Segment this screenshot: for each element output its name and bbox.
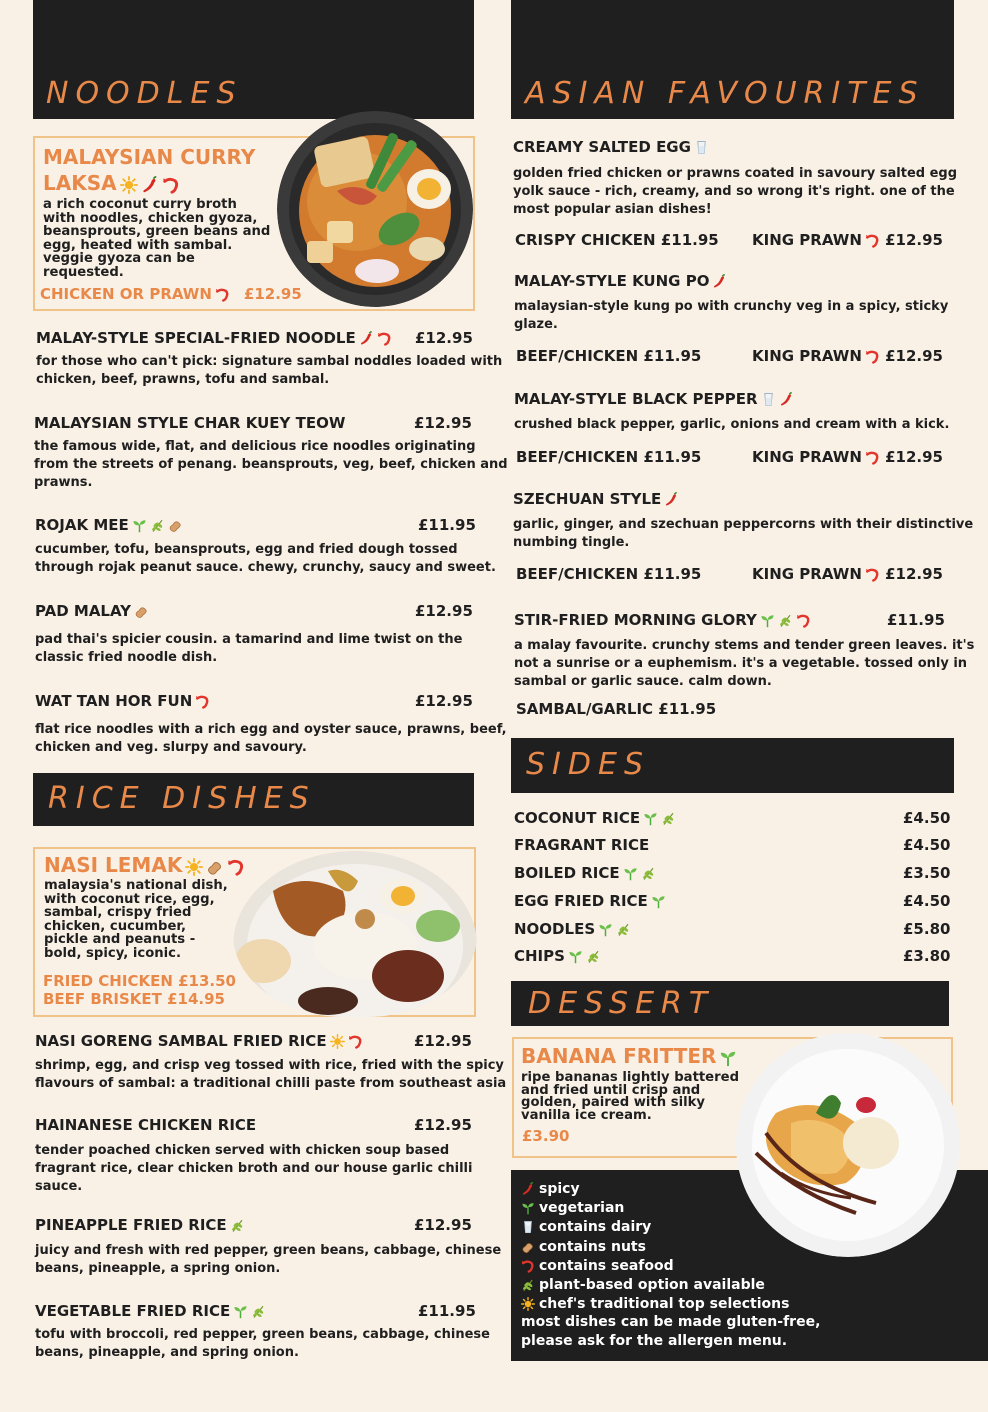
prawn-icon [162,176,180,194]
plant-icon [778,613,793,628]
option-name: BEEF/CHICKEN [516,347,639,365]
icon-group [327,1032,363,1050]
icon-group [227,1216,245,1234]
nasi-lemak-price1: FRIED CHICKEN £13.50 [43,972,236,990]
item-name-text: CREAMY SALTED EGG [513,138,691,156]
item-name-text: STIR-FRIED MORNING GLORY [514,611,757,629]
item-name [34,414,345,432]
nasi-desc-line: chicken, cucumber, [44,918,187,934]
item-name-text: WAT TAN HOR FUN [35,692,193,710]
desc-line: beans, pineapple, a spring onion. [35,1261,281,1276]
nasi-lemak-plate-photo [233,851,477,1017]
icon-group [521,1219,539,1235]
item-name-text: ROJAK MEE [35,516,129,534]
desc-line: a malay favourite. crunchy stems and tender green leaves. it's [514,638,975,653]
legend-label: contains seafood [539,1257,674,1274]
item-price: £12.95 [415,602,473,620]
item-name [36,329,392,347]
icon-group [521,1258,539,1274]
legend-label: contains dairy [539,1219,652,1236]
item-name-text: NASI GORENG SAMBAL FRIED RICE [35,1032,327,1050]
desc-line: juicy and fresh with red pepper, green beans, cabbage, chinese [35,1243,502,1258]
legend-note-line: please ask for the allergen menu. [521,1333,788,1350]
side-item-name [514,864,656,882]
icon-group [230,1302,266,1320]
item-name [513,490,679,508]
icon-group [648,892,666,910]
laksa-price: £12.95 [243,285,302,303]
laksa-desc-line: requested. [43,264,124,280]
item-price: £12.95 [415,329,473,347]
item-name [35,602,149,620]
legend-label: contains nuts [539,1238,646,1255]
nut-icon [168,518,183,533]
legend-row [521,1218,789,1237]
legend-label: vegetarian [539,1200,625,1217]
vegetarian-icon [623,866,638,881]
item-name [514,272,727,290]
item-name-text: MALAYSIAN STYLE CHAR KUEY TEOW [34,414,346,432]
laksa-title-line2 [43,170,180,196]
icon-group [521,1200,539,1216]
chilli-icon [779,392,794,407]
option-2 [752,231,943,249]
item-description [513,165,957,219]
icon-group [129,516,183,534]
option-name: KING PRAWN [752,565,862,583]
laksa-desc-line: with noodles, chicken gyoza, [43,210,258,226]
option-name: KING PRAWN [752,231,862,249]
plant-icon [521,1278,535,1292]
item-description [35,541,496,577]
item-description [35,1242,501,1278]
desc-line: for those who can't pick: signature sambal noddles loaded with [36,354,503,369]
nasi-lemak-title [44,852,245,878]
option-1 [516,565,701,583]
icon-group [565,947,601,965]
laksa-title-text: LAKSA [43,171,117,195]
dessert-desc-line: vanilla ice cream. [521,1107,652,1123]
side-item-price: £3.80 [903,947,951,965]
nut-icon [134,604,149,619]
icon-group [716,1044,737,1068]
plant-icon [251,1304,266,1319]
desc-line: through rojak peanut sauce. chewy, crunchy, saucy and sweet. [35,560,496,575]
item-name [35,516,183,534]
side-item-name [514,892,666,910]
desc-line: fragrant rice, clear chicken broth and our house garlic chilli [35,1161,473,1176]
laksa-price-line [40,285,302,304]
nasi-desc-line: with coconut rice, egg, [44,891,215,907]
item-name-text: VEGETABLE FRIED RICE [35,1302,231,1320]
nasi-lemak-title-text: NASI LEMAK [44,853,183,877]
nasi-desc-line: malaysia's national dish, [44,878,228,893]
item-description [35,721,507,757]
item-price: £12.95 [414,1032,472,1050]
desc-line: malaysian-style kung po with crunchy veg in a spicy, sticky [514,299,949,314]
laksa-desc-line: beansprouts, green beans and [43,224,271,240]
item-description [514,298,948,334]
legend-rows [521,1180,789,1314]
nasi-lemak-description [44,879,244,961]
legend-label: plant-based option available [539,1277,765,1294]
nut-icon [521,1240,535,1254]
icon-group [862,347,880,365]
vegetarian-icon [598,922,613,937]
option-price: £11.95 [643,347,702,365]
laksa-description [43,198,278,280]
desc-line: flavours of sambal: a traditional chilli paste from southeast asia [35,1076,507,1091]
plant-icon [150,518,165,533]
desc-line: the famous wide, flat, and delicious rice noodles originating [34,439,476,454]
icon-group [862,565,880,583]
item-name [35,1302,266,1320]
laksa-options: CHICKEN OR PRAWN [40,285,212,303]
icon-group [862,448,880,466]
chilli-icon [141,176,159,194]
item-name [35,1032,363,1050]
prawn-icon [377,331,392,346]
item-name-text: MALAY-STYLE KUNG PO [514,272,710,290]
plant-icon [661,811,676,826]
desc-line: yolk sauce - rich, creamy, and so wrong it's right. one of the [513,184,955,199]
item-name-text: MALAY-STYLE SPECIAL-FRIED NOODLE [36,329,356,347]
side-item-name [514,809,676,827]
banana-fritter-title [521,1043,737,1069]
banana-fritter-title-text: BANANA FRITTER [521,1044,717,1068]
icon-group [212,285,230,303]
side-item-name [514,947,601,965]
option-name: BEEF/CHICKEN [516,448,639,466]
banana-fritter-description [521,1072,741,1122]
item-price: £12.95 [414,1116,472,1134]
vegetarian-icon [233,1304,248,1319]
side-name-text: FRAGRANT RICE [514,836,650,854]
desc-line: prawns. [34,475,93,490]
vegetarian-icon [132,518,147,533]
option-price: £12.95 [885,347,943,365]
option-name: KING PRAWN [752,347,862,365]
desc-line: not a sunrise or a euphemism. it's a vegetable. tossed only in [514,656,968,671]
icon-group [691,138,709,156]
laksa-bowl-photo [277,111,473,307]
side-item-price: £4.50 [903,836,951,854]
laksa-desc-line: a rich coconut curry broth [43,197,237,212]
desc-line: glaze. [514,317,558,332]
icon-group [521,1277,539,1293]
side-item-price: £5.80 [903,920,951,938]
desc-line: numbing tingle. [513,535,630,550]
prawn-icon [227,858,245,876]
icon-group [595,920,631,938]
side-name-text: EGG FRIED RICE [514,892,648,910]
item-description [35,1326,490,1362]
item-name-text: PINEAPPLE FRIED RICE [35,1216,227,1234]
dessert-desc-line: ripe bananas lightly battered [521,1070,740,1085]
dairy-icon [521,1220,535,1234]
desc-line: crushed black pepper, garlic, onions and cream with a kick. [514,417,950,432]
item-name-text: MALAY-STYLE BLACK PEPPER [514,390,758,408]
nasi-desc-line: sambal, crispy fried [44,905,192,921]
item-name-text: PAD MALAY [35,602,132,620]
icon-group [192,692,210,710]
item-name [35,692,210,710]
dessert-section-title: DESSERT [528,986,715,1021]
vegetarian-icon [643,811,658,826]
side-item-price: £4.50 [903,809,951,827]
vegetarian-icon [651,894,666,909]
option-price: £12.95 [885,448,943,466]
desc-line: classic fried noodle dish. [35,650,218,665]
desc-line: flat rice noodles with a rich egg and oyster sauce, prawns, beef, [35,722,507,737]
item-description [35,631,462,667]
nasi-desc-line: bold, spicy, iconic. [44,945,181,961]
icon-group [758,390,794,408]
item-description [34,438,508,492]
item-name [35,1116,256,1134]
chilli-icon [712,274,727,289]
prawn-icon [215,287,230,302]
star-icon [185,858,203,876]
desc-line: cucumber, tofu, beansprouts, egg and fried dough tossed [35,542,458,557]
icon-group [620,864,656,882]
prawn-icon [865,450,880,465]
asian-section-title: ASIAN FAVOURITES [525,76,925,111]
star-icon [521,1297,535,1311]
item-description [513,516,973,552]
option-name: CRISPY CHICKEN [515,231,656,249]
icon-group [661,490,679,508]
icon-group [117,171,180,195]
item-price: £11.95 [418,1302,476,1320]
option-price: £11.95 [660,231,719,249]
vegetarian-icon [568,949,583,964]
plant-icon [230,1218,245,1233]
desc-line: golden fried chicken or prawns coated in savoury salted egg [513,166,958,181]
vegetarian-icon [760,613,775,628]
option-price: £12.95 [885,231,943,249]
desc-line: chicken and veg. slurpy and savoury. [35,740,307,755]
banana-fritter-price: £3.90 [522,1127,570,1145]
item-description [35,1057,506,1093]
option-1 [515,231,719,249]
legend-row [521,1276,789,1295]
icon-group [356,329,392,347]
laksa-desc-line: veggie gyoza can be [43,251,195,267]
legend-row [521,1238,789,1257]
item-price: £11.95 [418,516,476,534]
option-1 [516,347,701,365]
item-name-text: HAINANESE CHICKEN RICE [35,1116,257,1134]
item-name-text: SZECHUAN STYLE [513,490,662,508]
desc-line: from the streets of penang. beansprouts, veg, beef, chicken and [34,457,508,472]
star-icon [330,1034,345,1049]
icon-group [521,1181,539,1197]
item-price: £12.95 [415,692,473,710]
chilli-icon [664,492,679,507]
desc-line: sauce. [35,1179,83,1194]
dairy-icon [694,140,709,155]
desc-line: tender poached chicken served with chicken soup based [35,1143,450,1158]
item-price: £11.95 [887,611,945,629]
nut-icon [206,858,224,876]
sides-section-title: SIDES [526,747,650,782]
star-icon [120,176,138,194]
dairy-icon [761,392,776,407]
laksa-desc-line: egg, heated with sambal. [43,237,233,253]
vegetarian-icon [719,1049,737,1067]
prawn-icon [521,1259,535,1273]
desc-line: garlic, ginger, and szechuan peppercorns with their distinctive [513,517,974,532]
prawn-icon [865,567,880,582]
legend-row [521,1199,789,1218]
item-description [35,1142,472,1196]
side-name-text: COCONUT RICE [514,809,641,827]
legend-label: spicy [539,1181,580,1197]
prawn-icon [796,613,811,628]
prawn-icon [195,694,210,709]
icon-group [757,611,811,629]
item-description [36,353,502,389]
side-item-price: £4.50 [903,892,951,910]
item-name [35,1216,245,1234]
option-2 [752,565,943,583]
chilli-icon [521,1182,535,1196]
icon-group [182,853,245,877]
plant-icon [586,949,601,964]
side-name-text: NOODLES [514,920,596,938]
legend-row [521,1180,789,1199]
icon-group [131,602,149,620]
desc-line: most popular asian dishes! [513,202,712,217]
prawn-icon [348,1034,363,1049]
option-price: £12.95 [885,565,943,583]
side-item-name [514,920,631,938]
desc-line: sambal or garlic sauce. calm down. [514,674,772,689]
option-name: SAMBAL/GARLIC [516,700,654,718]
legend-row [521,1295,789,1314]
desc-line: tofu with broccoli, red pepper, green beans, cabbage, chinese [35,1327,490,1342]
dessert-desc-line: golden, paired with silky [521,1095,705,1110]
plant-icon [616,922,631,937]
legend-note-line: most dishes can be made gluten-free, [521,1314,821,1330]
option-price: £11.95 [643,565,702,583]
side-name-text: BOILED RICE [514,864,620,882]
nasi-desc-line: pickle and peanuts - [44,932,196,948]
item-name [514,390,794,408]
plant-icon [641,866,656,881]
desc-line: shrimp, egg, and crisp veg tossed with rice, fried with the spicy [35,1058,504,1073]
item-price: £12.95 [414,1216,472,1234]
icon-group [862,231,880,249]
item-description [514,416,949,434]
option-2 [752,448,943,466]
prawn-icon [865,349,880,364]
legend-label: chef's traditional top selections [539,1296,790,1313]
laksa-title-line1: MALAYSIAN CURRY [43,145,256,169]
dessert-desc-line: and fried until crisp and [521,1082,701,1098]
icon-group [521,1239,539,1255]
option-1 [516,448,701,466]
option-2 [752,347,943,365]
nasi-lemak-price2: BEEF BRISKET £14.95 [43,990,225,1008]
side-name-text: CHIPS [514,947,565,965]
desc-line: chicken, beef, prawns, tofu and sambal. [36,372,330,387]
side-item-price: £3.50 [903,864,951,882]
item-price: £12.95 [414,414,472,432]
option-name: BEEF/CHICKEN [516,565,639,583]
vegetarian-icon [521,1201,535,1215]
icon-group [640,809,676,827]
chilli-icon [359,331,374,346]
prawn-icon [865,233,880,248]
option-1 [516,700,716,718]
item-description [514,637,974,691]
option-name: KING PRAWN [752,448,862,466]
icon-group [521,1296,539,1312]
option-price: £11.95 [643,448,702,466]
desc-line: beans, pineapple, and spring onion. [35,1345,299,1360]
item-name [513,138,709,156]
rice-section-title: RICE DISHES [48,781,316,816]
option-price: £11.95 [658,700,717,718]
icon-group [709,272,727,290]
side-item-name [514,836,649,854]
legend-note [521,1313,820,1351]
noodles-section-title: NOODLES [46,76,243,111]
item-name [514,611,811,629]
legend-row [521,1257,789,1276]
desc-line: pad thai's spicier cousin. a tamarind and lime twist on the [35,632,463,647]
